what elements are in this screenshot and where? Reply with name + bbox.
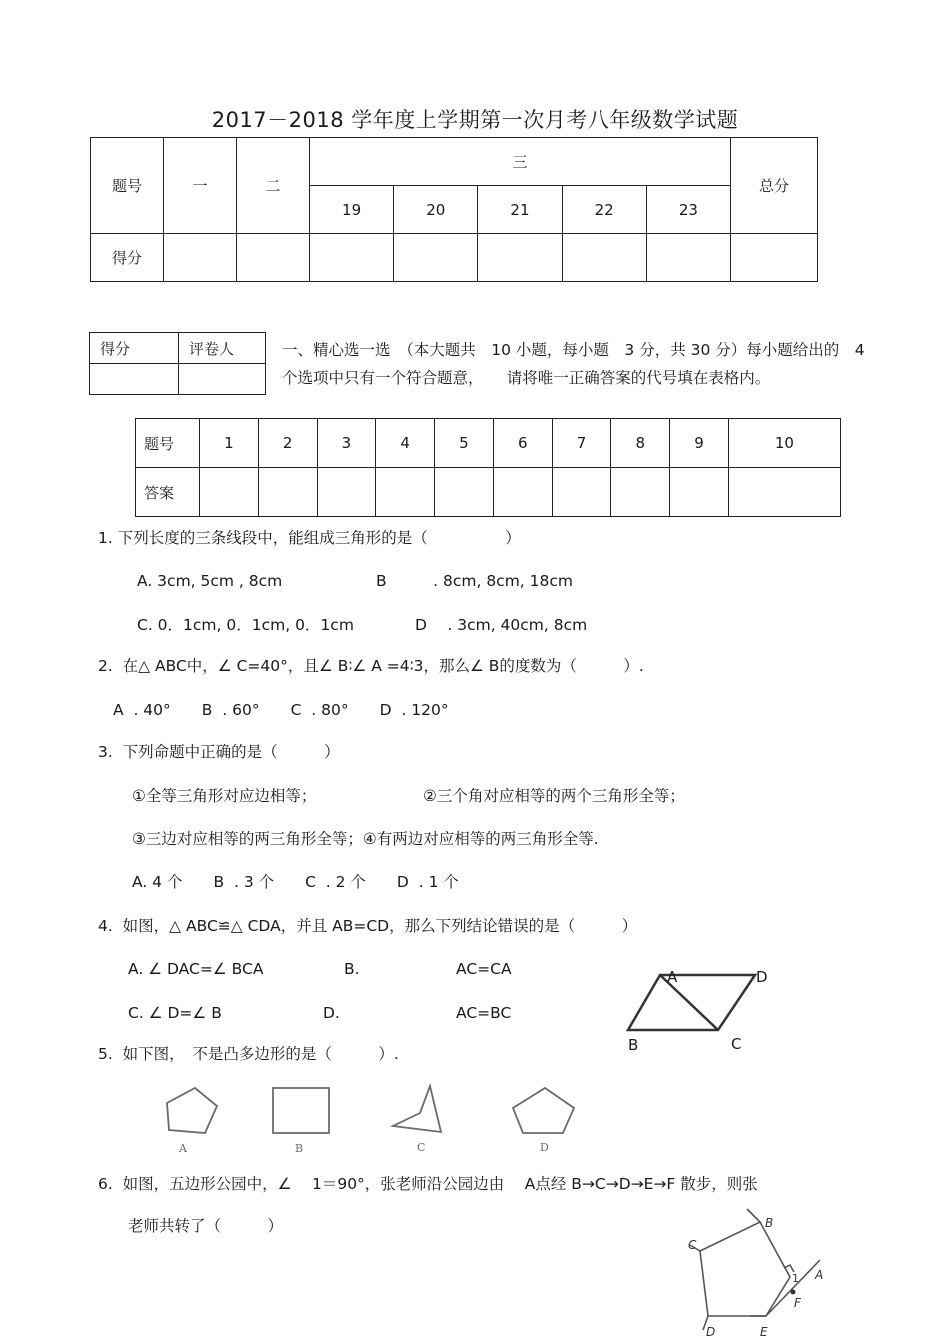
score-cell (731, 234, 818, 282)
grader-box (89, 332, 266, 395)
answer-number: 9 (670, 419, 729, 468)
answer-cell (376, 468, 435, 517)
q6-label-d: D (706, 1325, 716, 1339)
q4-label-d: D (756, 968, 768, 986)
score-cell (164, 234, 237, 282)
grader-score-cell (90, 364, 179, 395)
q1-option-a: A. 3cm, 5cm , 8cm (137, 572, 283, 590)
q5-label-d: D (540, 1141, 549, 1154)
q6-extension-ea (766, 1260, 820, 1316)
answer-cell (728, 468, 840, 517)
section1-intro: 一、精心选一选 （本大题共 10 小题，每小题 3 分，共 30 分）每小题给出的 4 个选项中只有一个符合题意， 请将唯一正确答案的代号填在表格内。 (282, 341, 865, 387)
score-table-part3: 三 (310, 138, 731, 186)
q5-polygon-b (273, 1088, 329, 1133)
grader-label: 评卷人 (179, 333, 266, 364)
q4-parallelogram-outline (628, 975, 755, 1030)
answer-number: 10 (728, 419, 840, 468)
q6-stem: 6. 如图，五边形公园中，∠ 1＝90°，张老师沿公园边由 A点经 B→C→D→E→F 散步，则张 (98, 1175, 758, 1193)
answer-cell (493, 468, 552, 517)
score-table (90, 137, 818, 282)
q6-point-f (791, 1290, 796, 1295)
q1-option-d: D . 3cm, 40cm, 8cm (415, 616, 588, 634)
answer-cell (670, 468, 729, 517)
q5-label-b: B (295, 1142, 304, 1155)
score-cell (646, 234, 730, 282)
score-cell (310, 234, 394, 282)
q3-options: A. 4 个 B . 3 个 C . 2 个 D . 1 个 (132, 873, 459, 891)
q6-pentagon-figure (680, 1205, 840, 1341)
q2-options: A . 40° B . 60° C . 80° D . 120° (113, 701, 449, 719)
answer-cell (435, 468, 494, 517)
q4-option-c: C. ∠ D=∠ B (128, 1004, 222, 1022)
q6-extension-b (747, 1209, 760, 1222)
answer-number: 3 (317, 419, 376, 468)
answer-cell (200, 468, 259, 517)
q6-label-angle-1: 1 (792, 1272, 799, 1285)
q6-label-f: F (794, 1296, 801, 1310)
answer-cell (552, 468, 611, 517)
q1-option-b: B . 8cm, 8cm, 18cm (376, 572, 574, 590)
answer-number: 4 (376, 419, 435, 468)
answer-table-answer-label: 答案 (136, 468, 200, 517)
q2-stem: 2. 在△ ABC中，∠ C=40°，且∠ B∶∠ A =4∶3，那么∠ B的度数为（ ）. (98, 657, 644, 675)
score-table-q20: 20 (394, 186, 478, 234)
q5-stem: 5. 如下图， 不是凸多边形的是（ ）. (98, 1045, 399, 1063)
score-cell (237, 234, 310, 282)
q5-polygon-d (513, 1088, 574, 1133)
q3-statement-3-4: ③三边对应相等的两三角形全等；④有两边对应相等的两三角形全等. (132, 830, 599, 848)
q6-label-c: C (688, 1238, 697, 1252)
score-table-score-label: 得分 (91, 234, 164, 282)
q5-polygons-figure (155, 1078, 595, 1158)
answer-number: 2 (258, 419, 317, 468)
grader-score-label: 得分 (90, 333, 179, 364)
score-table-header-label: 题号 (91, 138, 164, 234)
q4-label-a: A (667, 968, 678, 986)
q3-statement-2: ②三个角对应相等的两个三角形全等； (423, 787, 685, 805)
q1-option-c: C. 0．1cm, 0．1cm, 0．1cm (137, 616, 354, 634)
q1-stem: 1. 下列长度的三条线段中，能组成三角形的是（ ） (98, 529, 521, 547)
q4-option-b-letter: B. (344, 960, 360, 978)
score-table-q23: 23 (646, 186, 730, 234)
q6-label-a: A (815, 1268, 824, 1282)
score-table-total: 总分 (731, 138, 818, 234)
q5-polygon-a (167, 1088, 217, 1133)
q6-pentagon-outline (700, 1222, 790, 1316)
q3-statement-1: ①全等三角形对应边相等； (132, 787, 317, 805)
answer-number: 1 (200, 419, 259, 468)
answer-table (135, 418, 841, 517)
q4-option-b-text: AC=CA (456, 960, 512, 978)
answer-number: 7 (552, 419, 611, 468)
q5-label-a: A (179, 1142, 187, 1155)
answer-number: 5 (435, 419, 494, 468)
score-table-q21: 21 (478, 186, 562, 234)
score-table-part1: 一 (164, 138, 237, 234)
q4-option-a: A. ∠ DAC=∠ BCA (128, 960, 264, 978)
answer-number: 8 (611, 419, 670, 468)
score-cell (478, 234, 562, 282)
q4-parallelogram-figure (610, 960, 780, 1055)
q4-label-b: B (628, 1036, 639, 1054)
q6-label-e: E (760, 1325, 768, 1339)
page-title: 2017－2018 学年度上学期第一次月考八年级数学试题 (211, 108, 739, 132)
score-cell (562, 234, 646, 282)
answer-number: 6 (493, 419, 552, 468)
q3-stem: 3. 下列命题中正确的是（ ） (98, 743, 340, 761)
q4-option-d-letter: D. (323, 1004, 340, 1022)
score-table-q19: 19 (310, 186, 394, 234)
answer-cell (258, 468, 317, 517)
score-table-q22: 22 (562, 186, 646, 234)
grader-name-cell (179, 364, 266, 395)
answer-cell (317, 468, 376, 517)
score-table-part2: 二 (237, 138, 310, 234)
q5-polygon-c (393, 1086, 441, 1132)
q5-label-c: C (417, 1141, 426, 1154)
q4-label-c: C (731, 1035, 742, 1053)
q6-stem-cont: 老师共转了（ ） (128, 1217, 284, 1235)
q4-stem: 4. 如图，△ ABC≌△ CDA，并且 AB=CD，那么下列结论错误的是（ ） (98, 917, 638, 935)
answer-table-header-label: 题号 (136, 419, 200, 468)
answer-cell (611, 468, 670, 517)
q4-option-d-text: AC=BC (456, 1004, 512, 1022)
q6-label-b: B (765, 1216, 774, 1230)
score-cell (394, 234, 478, 282)
